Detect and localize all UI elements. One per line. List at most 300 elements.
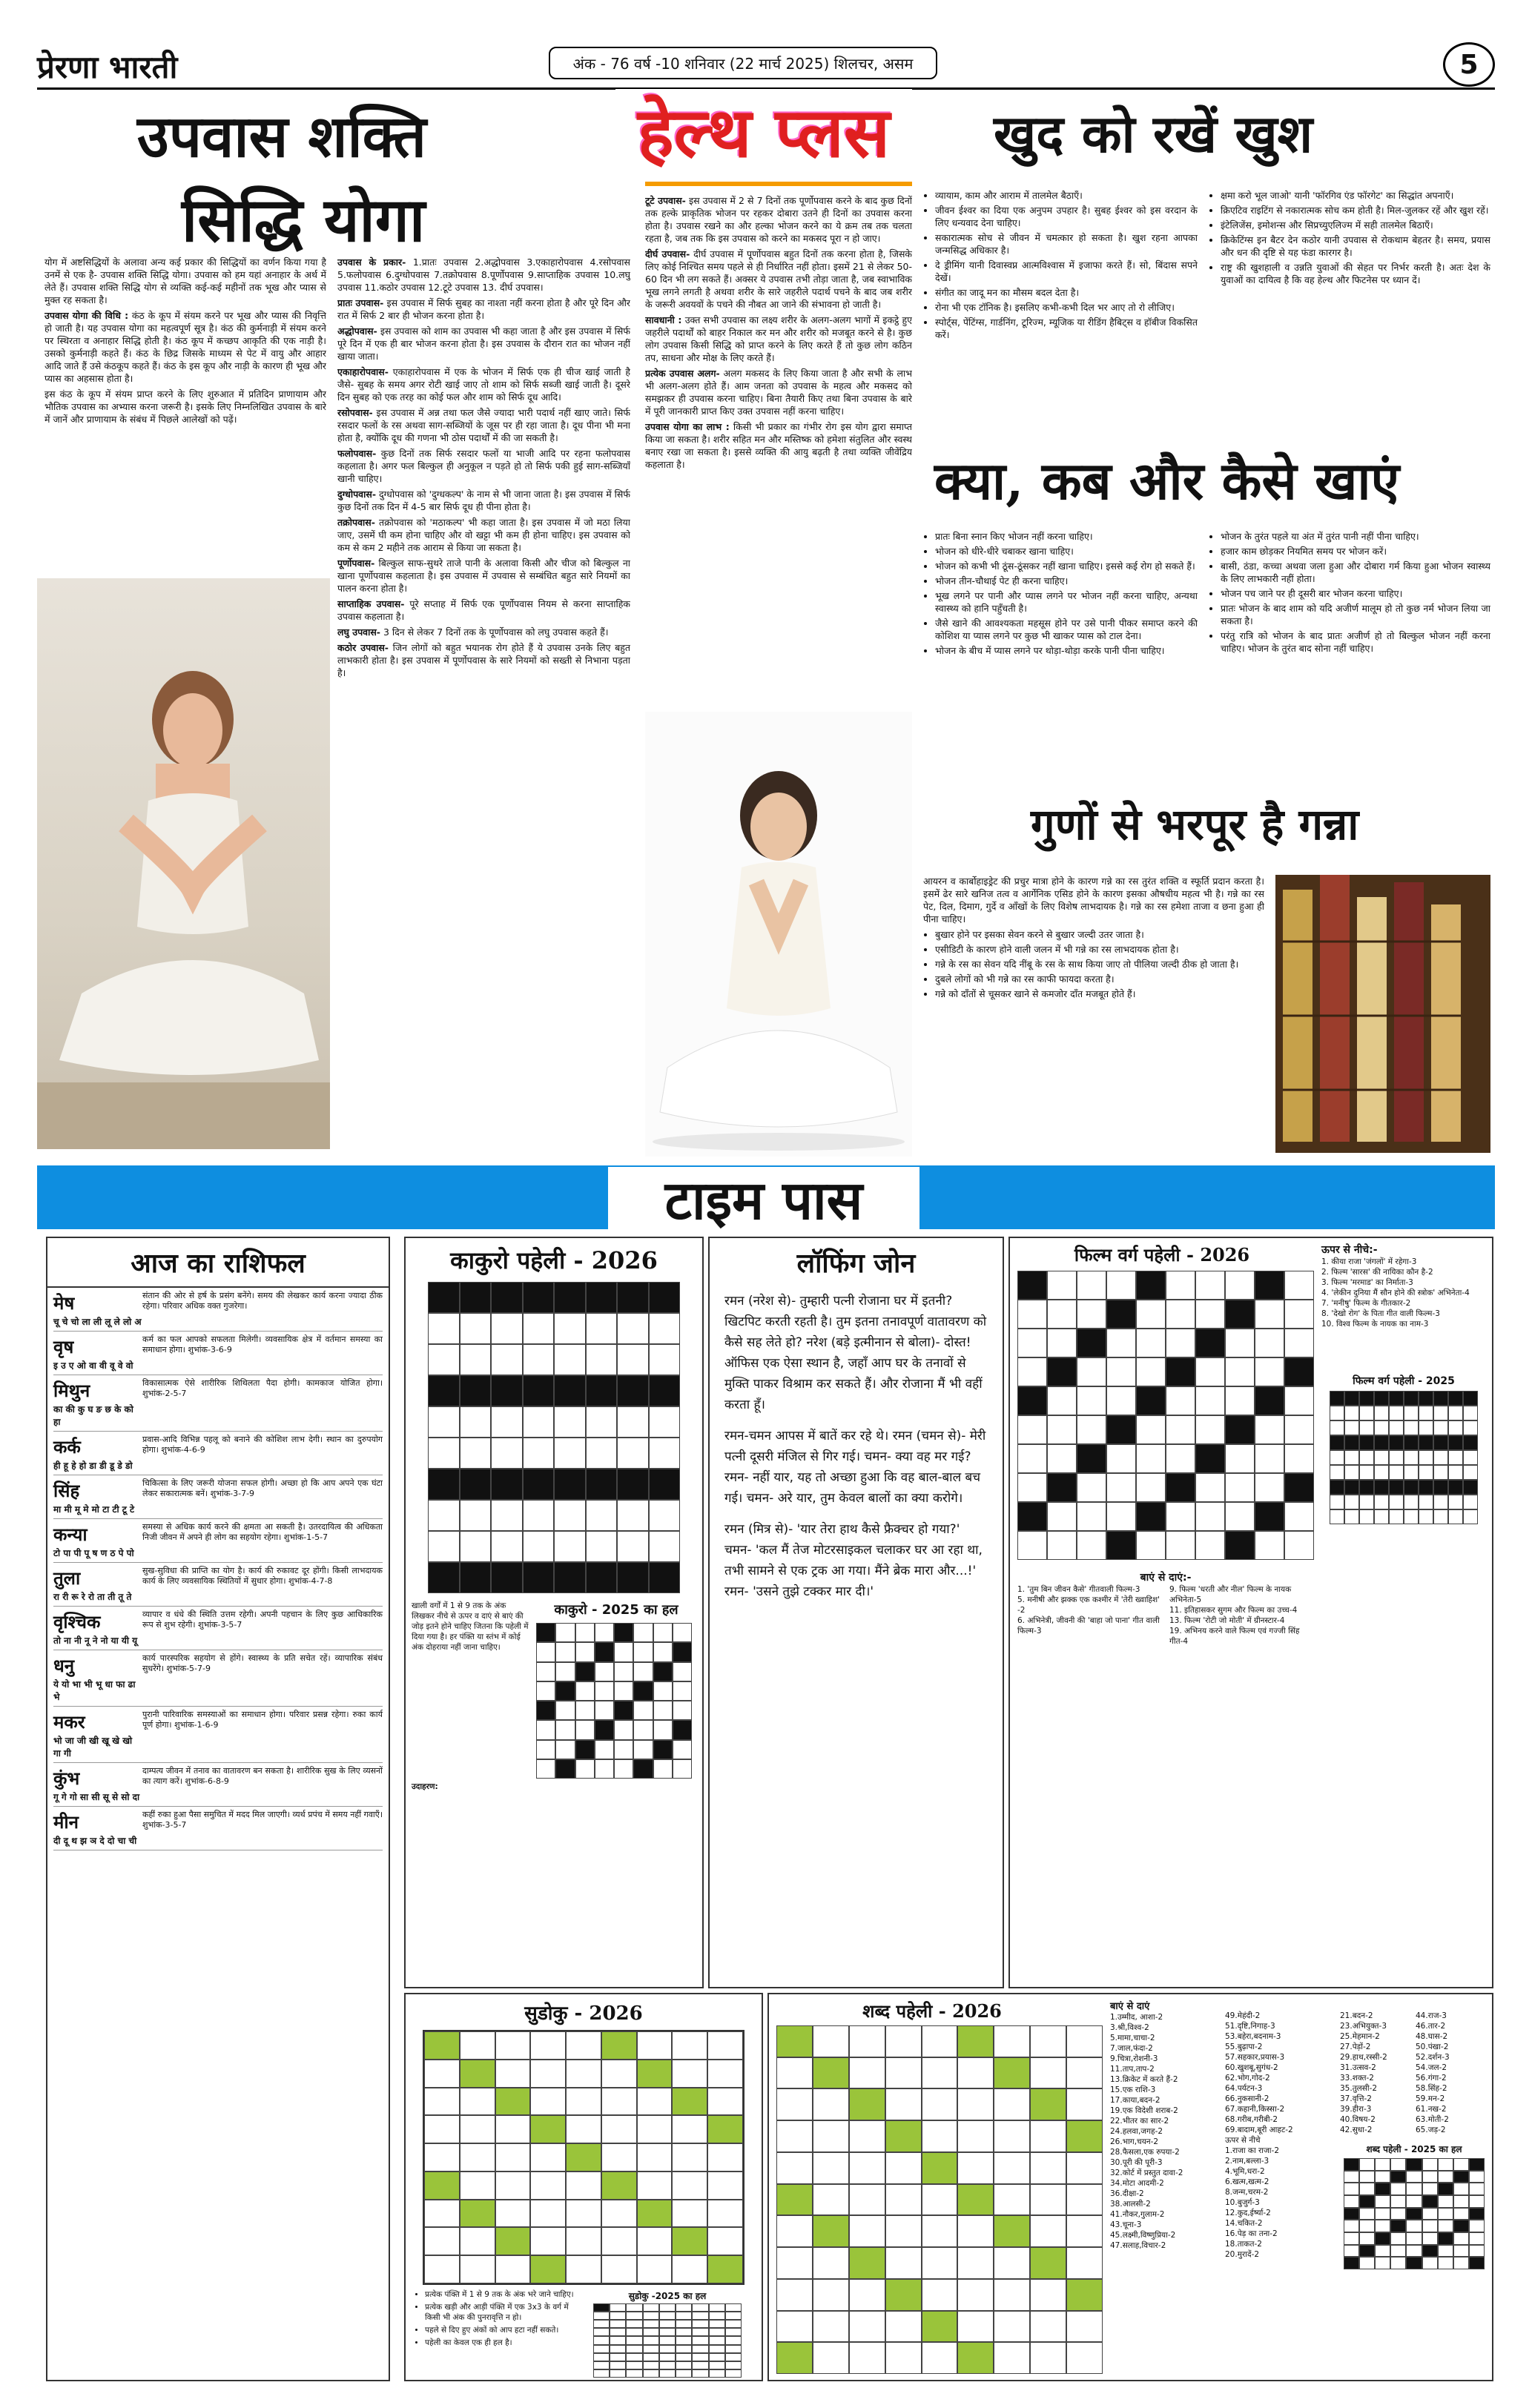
puzzle-cell[interactable] [673, 1740, 692, 1759]
puzzle-cell[interactable] [491, 1406, 523, 1438]
puzzle-cell[interactable] [659, 2328, 676, 2336]
puzzle-cell[interactable] [1017, 1386, 1047, 1415]
puzzle-cell[interactable] [1017, 1329, 1047, 1357]
puzzle-cell[interactable] [1359, 1391, 1374, 1406]
puzzle-cell[interactable] [495, 2172, 531, 2200]
puzzle-cell[interactable] [1404, 1420, 1419, 1435]
puzzle-cell[interactable] [593, 2361, 610, 2369]
puzzle-cell[interactable] [1166, 1502, 1195, 1531]
puzzle-cell[interactable] [707, 2255, 743, 2283]
puzzle-cell[interactable] [428, 1469, 460, 1500]
puzzle-cell[interactable] [776, 2342, 813, 2374]
puzzle-cell[interactable] [555, 1623, 575, 1642]
puzzle-cell[interactable] [491, 1375, 523, 1406]
puzzle-cell[interactable] [1106, 1444, 1136, 1473]
puzzle-cell[interactable] [554, 1406, 586, 1438]
puzzle-cell[interactable] [1195, 1415, 1225, 1444]
puzzle-cell[interactable] [633, 1720, 653, 1739]
puzzle-cell[interactable] [1330, 1406, 1344, 1420]
puzzle-cell[interactable] [1047, 1357, 1077, 1386]
puzzle-cell[interactable] [626, 2328, 642, 2336]
puzzle-cell[interactable] [1344, 2208, 1359, 2220]
puzzle-cell[interactable] [1359, 1465, 1374, 1480]
puzzle-cell[interactable] [523, 1438, 555, 1469]
puzzle-cell[interactable] [460, 2031, 495, 2060]
puzzle-cell[interactable] [1077, 1329, 1106, 1357]
puzzle-cell[interactable] [922, 2215, 958, 2247]
puzzle-cell[interactable] [1047, 1300, 1077, 1329]
puzzle-cell[interactable] [460, 1469, 492, 1500]
puzzle-cell[interactable] [536, 1759, 555, 1779]
puzzle-cell[interactable] [614, 1681, 633, 1701]
puzzle-cell[interactable] [1344, 2257, 1359, 2269]
puzzle-cell[interactable] [1419, 1406, 1433, 1420]
puzzle-cell[interactable] [593, 2369, 610, 2378]
puzzle-cell[interactable] [1463, 1450, 1478, 1465]
puzzle-cell[interactable] [885, 2184, 922, 2216]
puzzle-cell[interactable] [1390, 2171, 1406, 2183]
puzzle-cell[interactable] [1017, 1531, 1047, 1560]
puzzle-cell[interactable] [1225, 1300, 1255, 1329]
puzzle-cell[interactable] [692, 2303, 708, 2312]
puzzle-cell[interactable] [491, 1531, 523, 1562]
puzzle-cell[interactable] [637, 2031, 673, 2060]
puzzle-cell[interactable] [424, 2172, 460, 2200]
puzzle-cell[interactable] [676, 2320, 692, 2328]
puzzle-cell[interactable] [586, 1438, 618, 1469]
puzzle-cell[interactable] [1433, 1391, 1448, 1406]
puzzle-cell[interactable] [614, 1642, 633, 1661]
puzzle-cell[interactable] [428, 1344, 460, 1375]
puzzle-cell[interactable] [776, 2184, 813, 2216]
puzzle-cell[interactable] [673, 1662, 692, 1681]
puzzle-cell[interactable] [1389, 1406, 1404, 1420]
puzzle-cell[interactable] [673, 1623, 692, 1642]
puzzle-cell[interactable] [672, 2115, 707, 2143]
puzzle-cell[interactable] [1453, 2171, 1469, 2183]
puzzle-cell[interactable] [530, 2060, 566, 2088]
puzzle-cell[interactable] [725, 2328, 742, 2336]
puzzle-cell[interactable] [595, 1662, 614, 1681]
puzzle-cell[interactable] [707, 2115, 743, 2143]
puzzle-cell[interactable] [1422, 2195, 1438, 2208]
puzzle-cell[interactable] [1017, 1415, 1047, 1444]
puzzle-cell[interactable] [1330, 1465, 1344, 1480]
puzzle-cell[interactable] [1344, 2183, 1359, 2195]
puzzle-cell[interactable] [1390, 2183, 1406, 2195]
puzzle-cell[interactable] [1374, 1495, 1389, 1509]
puzzle-cell[interactable] [1469, 2183, 1485, 2195]
puzzle-cell[interactable] [643, 2336, 659, 2344]
puzzle-cell[interactable] [1422, 2257, 1438, 2269]
puzzle-cell[interactable] [460, 2200, 495, 2228]
puzzle-cell[interactable] [575, 1720, 595, 1739]
puzzle-cell[interactable] [1255, 1386, 1284, 1415]
puzzle-cell[interactable] [676, 2336, 692, 2344]
puzzle-cell[interactable] [1030, 2152, 1066, 2184]
puzzle-cell[interactable] [1344, 2220, 1359, 2232]
puzzle-cell[interactable] [1077, 1502, 1106, 1531]
puzzle-cell[interactable] [491, 1313, 523, 1344]
puzzle-cell[interactable] [653, 1740, 673, 1759]
puzzle-cell[interactable] [555, 1701, 575, 1720]
puzzle-cell[interactable] [649, 1344, 681, 1375]
puzzle-cell[interactable] [692, 2312, 708, 2320]
puzzle-cell[interactable] [885, 2057, 922, 2089]
puzzle-cell[interactable] [957, 2088, 994, 2120]
puzzle-cell[interactable] [523, 1282, 555, 1313]
puzzle-cell[interactable] [601, 2255, 637, 2283]
puzzle-cell[interactable] [649, 1406, 681, 1438]
puzzle-cell[interactable] [617, 1282, 649, 1313]
puzzle-cell[interactable] [428, 1313, 460, 1344]
puzzle-cell[interactable] [776, 2215, 813, 2247]
puzzle-cell[interactable] [922, 2057, 958, 2089]
puzzle-cell[interactable] [1406, 2183, 1422, 2195]
puzzle-cell[interactable] [849, 2279, 885, 2311]
puzzle-cell[interactable] [1136, 1386, 1166, 1415]
puzzle-cell[interactable] [586, 1562, 618, 1593]
puzzle-cell[interactable] [1433, 1450, 1448, 1465]
puzzle-cell[interactable] [1375, 2232, 1390, 2245]
puzzle-cell[interactable] [633, 1740, 653, 1759]
puzzle-cell[interactable] [617, 1531, 649, 1562]
puzzle-cell[interactable] [1438, 2171, 1453, 2183]
puzzle-cell[interactable] [776, 2025, 813, 2057]
puzzle-cell[interactable] [1344, 2232, 1359, 2245]
puzzle-cell[interactable] [601, 2115, 637, 2143]
puzzle-cell[interactable] [1390, 2195, 1406, 2208]
puzzle-cell[interactable] [566, 2060, 601, 2088]
puzzle-cell[interactable] [643, 2345, 659, 2353]
puzzle-cell[interactable] [601, 2088, 637, 2116]
puzzle-cell[interactable] [1330, 1391, 1344, 1406]
puzzle-cell[interactable] [1195, 1271, 1225, 1300]
puzzle-cell[interactable] [1255, 1502, 1284, 1531]
puzzle-cell[interactable] [530, 2088, 566, 2116]
puzzle-cell[interactable] [555, 1720, 575, 1739]
puzzle-cell[interactable] [1375, 2220, 1390, 2232]
puzzle-cell[interactable] [1389, 1450, 1404, 1465]
puzzle-cell[interactable] [554, 1375, 586, 1406]
puzzle-cell[interactable] [586, 1406, 618, 1438]
puzzle-cell[interactable] [653, 1759, 673, 1779]
puzzle-cell[interactable] [676, 2345, 692, 2353]
puzzle-cell[interactable] [1195, 1357, 1225, 1386]
puzzle-cell[interactable] [536, 1642, 555, 1661]
puzzle-cell[interactable] [575, 1681, 595, 1701]
puzzle-cell[interactable] [460, 1406, 492, 1438]
puzzle-cell[interactable] [637, 2255, 673, 2283]
puzzle-cell[interactable] [424, 2255, 460, 2283]
puzzle-cell[interactable] [692, 2336, 708, 2344]
puzzle-cell[interactable] [957, 2057, 994, 2089]
puzzle-cell[interactable] [676, 2312, 692, 2320]
puzzle-cell[interactable] [1030, 2342, 1066, 2374]
puzzle-cell[interactable] [1448, 1509, 1463, 1524]
puzzle-cell[interactable] [649, 1469, 681, 1500]
puzzle-cell[interactable] [1066, 2311, 1103, 2343]
puzzle-cell[interactable] [554, 1313, 586, 1344]
puzzle-cell[interactable] [1419, 1391, 1433, 1406]
puzzle-cell[interactable] [1438, 2245, 1453, 2258]
puzzle-cell[interactable] [994, 2184, 1030, 2216]
puzzle-cell[interactable] [595, 1720, 614, 1739]
puzzle-cell[interactable] [593, 2345, 610, 2353]
puzzle-cell[interactable] [1422, 2232, 1438, 2245]
puzzle-cell[interactable] [633, 1642, 653, 1661]
puzzle-cell[interactable] [885, 2025, 922, 2057]
puzzle-cell[interactable] [673, 1720, 692, 1739]
puzzle-cell[interactable] [530, 2200, 566, 2228]
puzzle-cell[interactable] [709, 2312, 725, 2320]
puzzle-cell[interactable] [922, 2342, 958, 2374]
puzzle-cell[interactable] [1195, 1329, 1225, 1357]
puzzle-cell[interactable] [1066, 2057, 1103, 2089]
puzzle-cell[interactable] [626, 2369, 642, 2378]
puzzle-cell[interactable] [460, 1500, 492, 1531]
puzzle-cell[interactable] [495, 2143, 531, 2172]
puzzle-cell[interactable] [610, 2312, 626, 2320]
puzzle-cell[interactable] [1404, 1406, 1419, 1420]
puzzle-cell[interactable] [813, 2247, 849, 2279]
puzzle-cell[interactable] [1106, 1415, 1136, 1444]
puzzle-cell[interactable] [460, 1282, 492, 1313]
puzzle-cell[interactable] [460, 1438, 492, 1469]
puzzle-cell[interactable] [536, 1681, 555, 1701]
puzzle-cell[interactable] [813, 2088, 849, 2120]
puzzle-cell[interactable] [614, 1720, 633, 1739]
puzzle-cell[interactable] [653, 1720, 673, 1739]
puzzle-cell[interactable] [610, 2320, 626, 2328]
puzzle-cell[interactable] [1359, 1420, 1374, 1435]
puzzle-cell[interactable] [1390, 2158, 1406, 2171]
puzzle-cell[interactable] [536, 1740, 555, 1759]
puzzle-cell[interactable] [460, 2115, 495, 2143]
puzzle-cell[interactable] [659, 2353, 676, 2361]
puzzle-cell[interactable] [1166, 1473, 1195, 1502]
puzzle-cell[interactable] [957, 2342, 994, 2374]
puzzle-cell[interactable] [994, 2247, 1030, 2279]
puzzle-cell[interactable] [424, 2200, 460, 2228]
puzzle-cell[interactable] [1463, 1391, 1478, 1406]
puzzle-cell[interactable] [849, 2215, 885, 2247]
puzzle-cell[interactable] [692, 2328, 708, 2336]
puzzle-cell[interactable] [813, 2152, 849, 2184]
puzzle-cell[interactable] [1136, 1271, 1166, 1300]
puzzle-cell[interactable] [725, 2336, 742, 2344]
puzzle-cell[interactable] [1375, 2195, 1390, 2208]
puzzle-cell[interactable] [554, 1500, 586, 1531]
puzzle-cell[interactable] [1136, 1357, 1166, 1386]
puzzle-cell[interactable] [595, 1681, 614, 1701]
puzzle-cell[interactable] [1225, 1386, 1255, 1415]
puzzle-cell[interactable] [692, 2345, 708, 2353]
puzzle-cell[interactable] [610, 2361, 626, 2369]
puzzle-cell[interactable] [672, 2255, 707, 2283]
puzzle-cell[interactable] [1422, 2158, 1438, 2171]
puzzle-cell[interactable] [566, 2172, 601, 2200]
puzzle-cell[interactable] [1284, 1415, 1314, 1444]
puzzle-cell[interactable] [1433, 1406, 1448, 1420]
puzzle-cell[interactable] [1077, 1271, 1106, 1300]
puzzle-cell[interactable] [1077, 1531, 1106, 1560]
puzzle-cell[interactable] [1406, 2208, 1422, 2220]
puzzle-cell[interactable] [813, 2184, 849, 2216]
puzzle-cell[interactable] [1448, 1435, 1463, 1450]
puzzle-cell[interactable] [1359, 1406, 1374, 1420]
puzzle-cell[interactable] [659, 2336, 676, 2344]
puzzle-cell[interactable] [637, 2172, 673, 2200]
puzzle-cell[interactable] [566, 2143, 601, 2172]
puzzle-cell[interactable] [957, 2152, 994, 2184]
puzzle-cell[interactable] [1422, 2245, 1438, 2258]
puzzle-cell[interactable] [595, 1740, 614, 1759]
puzzle-cell[interactable] [1106, 1386, 1136, 1415]
puzzle-cell[interactable] [555, 1662, 575, 1681]
puzzle-cell[interactable] [849, 2088, 885, 2120]
puzzle-cell[interactable] [994, 2088, 1030, 2120]
puzzle-cell[interactable] [424, 2060, 460, 2088]
puzzle-cell[interactable] [676, 2361, 692, 2369]
puzzle-cell[interactable] [1225, 1502, 1255, 1531]
puzzle-cell[interactable] [566, 2031, 601, 2060]
puzzle-cell[interactable] [530, 2143, 566, 2172]
puzzle-cell[interactable] [649, 1282, 681, 1313]
puzzle-cell[interactable] [813, 2279, 849, 2311]
puzzle-cell[interactable] [725, 2320, 742, 2328]
puzzle-cell[interactable] [626, 2312, 642, 2320]
puzzle-cell[interactable] [1255, 1531, 1284, 1560]
puzzle-cell[interactable] [1390, 2232, 1406, 2245]
puzzle-cell[interactable] [725, 2361, 742, 2369]
puzzle-cell[interactable] [575, 1623, 595, 1642]
puzzle-cell[interactable] [813, 2120, 849, 2152]
puzzle-cell[interactable] [1255, 1329, 1284, 1357]
puzzle-cell[interactable] [1469, 2245, 1485, 2258]
puzzle-cell[interactable] [1255, 1415, 1284, 1444]
puzzle-cell[interactable] [1136, 1531, 1166, 1560]
puzzle-cell[interactable] [673, 1642, 692, 1661]
puzzle-cell[interactable] [1404, 1465, 1419, 1480]
puzzle-cell[interactable] [1453, 2195, 1469, 2208]
puzzle-cell[interactable] [1106, 1531, 1136, 1560]
puzzle-cell[interactable] [1030, 2120, 1066, 2152]
puzzle-cell[interactable] [610, 2353, 626, 2361]
puzzle-cell[interactable] [428, 1438, 460, 1469]
puzzle-cell[interactable] [1374, 1406, 1389, 1420]
puzzle-cell[interactable] [649, 1313, 681, 1344]
puzzle-cell[interactable] [1463, 1509, 1478, 1524]
puzzle-cell[interactable] [1344, 1480, 1359, 1495]
puzzle-cell[interactable] [994, 2311, 1030, 2343]
puzzle-cell[interactable] [709, 2361, 725, 2369]
puzzle-cell[interactable] [610, 2336, 626, 2344]
puzzle-cell[interactable] [1166, 1357, 1195, 1386]
puzzle-cell[interactable] [460, 2060, 495, 2088]
puzzle-cell[interactable] [1422, 2208, 1438, 2220]
puzzle-cell[interactable] [707, 2200, 743, 2228]
puzzle-cell[interactable] [428, 1406, 460, 1438]
puzzle-cell[interactable] [649, 1531, 681, 1562]
puzzle-cell[interactable] [1448, 1495, 1463, 1509]
puzzle-cell[interactable] [536, 1701, 555, 1720]
puzzle-cell[interactable] [1463, 1480, 1478, 1495]
puzzle-cell[interactable] [1344, 1435, 1359, 1450]
puzzle-cell[interactable] [460, 2227, 495, 2255]
puzzle-cell[interactable] [1359, 2183, 1375, 2195]
puzzle-cell[interactable] [659, 2320, 676, 2328]
puzzle-cell[interactable] [957, 2279, 994, 2311]
puzzle-cell[interactable] [1448, 1391, 1463, 1406]
puzzle-cell[interactable] [1030, 2311, 1066, 2343]
puzzle-cell[interactable] [1106, 1473, 1136, 1502]
puzzle-cell[interactable] [707, 2060, 743, 2088]
puzzle-cell[interactable] [1422, 2220, 1438, 2232]
puzzle-cell[interactable] [1448, 1420, 1463, 1435]
puzzle-cell[interactable] [1453, 2183, 1469, 2195]
puzzle-cell[interactable] [1374, 1435, 1389, 1450]
puzzle-cell[interactable] [424, 2227, 460, 2255]
puzzle-cell[interactable] [1136, 1415, 1166, 1444]
puzzle-cell[interactable] [1422, 2171, 1438, 2183]
puzzle-cell[interactable] [1359, 2158, 1375, 2171]
puzzle-cell[interactable] [659, 2369, 676, 2378]
puzzle-cell[interactable] [1463, 1420, 1478, 1435]
puzzle-cell[interactable] [617, 1562, 649, 1593]
puzzle-cell[interactable] [1066, 2025, 1103, 2057]
puzzle-cell[interactable] [1047, 1386, 1077, 1415]
puzzle-cell[interactable] [813, 2311, 849, 2343]
puzzle-cell[interactable] [676, 2303, 692, 2312]
puzzle-cell[interactable] [1374, 1465, 1389, 1480]
puzzle-cell[interactable] [1225, 1444, 1255, 1473]
puzzle-cell[interactable] [1136, 1300, 1166, 1329]
puzzle-cell[interactable] [885, 2120, 922, 2152]
puzzle-cell[interactable] [637, 2200, 673, 2228]
puzzle-cell[interactable] [659, 2303, 676, 2312]
puzzle-cell[interactable] [1438, 2220, 1453, 2232]
puzzle-cell[interactable] [1077, 1300, 1106, 1329]
puzzle-cell[interactable] [491, 1562, 523, 1593]
puzzle-cell[interactable] [776, 2152, 813, 2184]
puzzle-cell[interactable] [707, 2172, 743, 2200]
puzzle-cell[interactable] [672, 2088, 707, 2116]
puzzle-cell[interactable] [523, 1313, 555, 1344]
puzzle-cell[interactable] [1017, 1271, 1047, 1300]
puzzle-cell[interactable] [1359, 1495, 1374, 1509]
puzzle-cell[interactable] [575, 1740, 595, 1759]
puzzle-cell[interactable] [849, 2025, 885, 2057]
puzzle-cell[interactable] [1225, 1357, 1255, 1386]
puzzle-cell[interactable] [994, 2152, 1030, 2184]
puzzle-cell[interactable] [566, 2088, 601, 2116]
puzzle-cell[interactable] [1166, 1444, 1195, 1473]
puzzle-cell[interactable] [617, 1375, 649, 1406]
puzzle-cell[interactable] [491, 1500, 523, 1531]
puzzle-cell[interactable] [1375, 2208, 1390, 2220]
puzzle-cell[interactable] [1469, 2232, 1485, 2245]
puzzle-cell[interactable] [637, 2088, 673, 2116]
puzzle-cell[interactable] [460, 2172, 495, 2200]
puzzle-cell[interactable] [692, 2369, 708, 2378]
puzzle-cell[interactable] [994, 2279, 1030, 2311]
puzzle-cell[interactable] [849, 2342, 885, 2374]
puzzle-cell[interactable] [460, 1531, 492, 1562]
puzzle-cell[interactable] [536, 1662, 555, 1681]
puzzle-cell[interactable] [1359, 1435, 1374, 1450]
puzzle-cell[interactable] [1344, 2171, 1359, 2183]
